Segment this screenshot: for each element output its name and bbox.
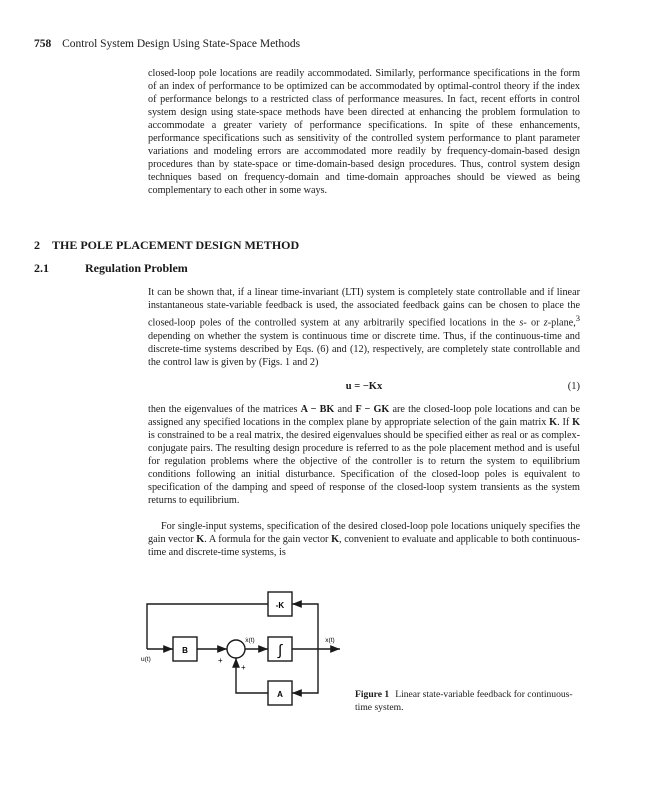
integral-label: ∫ [277, 642, 283, 659]
xdot-label: ẋ(t) [245, 637, 255, 644]
section-heading [34, 238, 299, 253]
summing-junction [227, 640, 245, 658]
single-text-1: For single-input systems, specification of the desired closed-loop pole locations uniquely specifies the gain vector [148, 521, 580, 546]
eigen-text-3: are the closed-loop pole locations and can be assigned any specified locations in the complex plane by appropriate selection of the gain matrix [148, 404, 581, 429]
equation-expression: u = −Kx [345, 381, 383, 392]
gain-vector-k-2: K [331, 534, 340, 546]
plus-sign-left: + [218, 656, 223, 665]
matrix-k: K [549, 417, 558, 429]
subsection-title: Regulation Problem [85, 261, 188, 275]
eigen-text-2: and [334, 404, 356, 415]
block-diagram-figure [140, 590, 355, 720]
running-title: Control System Design Using State-Space Methods [62, 38, 301, 50]
matrix-f-gk: F − GK [355, 404, 390, 415]
x-label: x(t) [325, 637, 335, 644]
k-feedback-line [292, 604, 318, 649]
regulation-paragraph [148, 286, 580, 369]
b-label: B [182, 646, 188, 655]
section-title: THE POLE PLACEMENT DESIGN METHOD [52, 238, 300, 252]
a-label: A [277, 690, 283, 699]
regulation-or: - or [523, 317, 544, 329]
a-feedback-line [292, 649, 318, 693]
eigenvalue-paragraph [148, 403, 580, 507]
regulation-text-2: depending on whether the system is continuous time or discrete time. Thus, if the continuous-time and discrete-time systems described by Eqs. (6) and (12), respectively, are completely state controllable and the control law is given by (Figs. 1 and 2) [148, 330, 580, 368]
single-input-paragraph [148, 520, 580, 559]
running-header [34, 38, 300, 50]
matrix-k-2: K [572, 417, 580, 429]
eigen-text-4: . If [557, 417, 573, 429]
figure-caption-text: Linear state-variable feedback for continuous-time system. [355, 689, 573, 713]
neg-k-label: -K [275, 601, 285, 610]
s-variable: s [519, 317, 524, 329]
matrix-a-bk: A − BK [300, 404, 335, 415]
eigen-text-1: then the eigenvalues of the matrices [148, 404, 301, 415]
eigen-text-5: is constrained to be a real matrix, the desired eigenvalues should be specified either as real or as complex-conjugate pairs. The resulting design procedure is referred to as the pole placement method and is useful for regulation problems where the objective of the controller is to return the system to equilibrium conditions following an initial disturbance. Specification of the closed-loop poles is equivalent to specification of the damping and speed of response of the closed-loop system transients as the system returns to equilibrium. [148, 430, 580, 507]
equation-number: (1) [567, 381, 580, 392]
regulation-text-1: It can be shown that, if a linear time-invariant (LTI) system is completely state controllable and if linear instantaneous state-variable feedback is used, the associated feedback gains can be chosen to place the closed-loop poles of the controlled system at any arbitrarily specified locations in the [148, 287, 580, 329]
equation-1 [148, 381, 580, 395]
single-text-2: . A formula for the gain vector [204, 534, 332, 546]
single-text-3: , convenient to evaluate and applicable to both continuous-time and discrete-time systems, is [148, 534, 580, 559]
page-number: 758 [34, 38, 52, 50]
subsection-heading [34, 261, 188, 276]
figure-caption [355, 689, 580, 714]
plus-sign-bottom: + [241, 663, 246, 672]
section-number: 2 [34, 238, 40, 252]
figure-label: Figure 1 [355, 689, 390, 700]
subsection-number: 2.1 [34, 261, 49, 275]
intro-paragraph: closed-loop pole locations are readily accommodated. Similarly, performance specifications in the form of an index of performance to be optimized can be accommodated by optimal-control theory if the index of performance belongs to a restricted class of performance measures. In fact, recent efforts in control system design using state-space methods have been directed at enhancing the problem formulation to accommodate a greater variety of performance specifications. In spite of these enhancements, performance specifications such as sensitivity of the controlled system performance to plant parameter variations and modeling errors are accommodated more readily by frequency-domain-based design procedures than by state-space or time-domain-based design procedures. Thus, control system design techniques based on frequency-domain and time-domain approaches should be viewed as being complementary to each other in some ways. [148, 68, 580, 197]
regulation-plane: -plane, [547, 317, 576, 329]
footnote-ref: 3 [575, 313, 580, 324]
u-label: u(t) [141, 656, 151, 663]
gain-vector-k: K [196, 534, 205, 546]
z-variable: z [543, 317, 548, 329]
